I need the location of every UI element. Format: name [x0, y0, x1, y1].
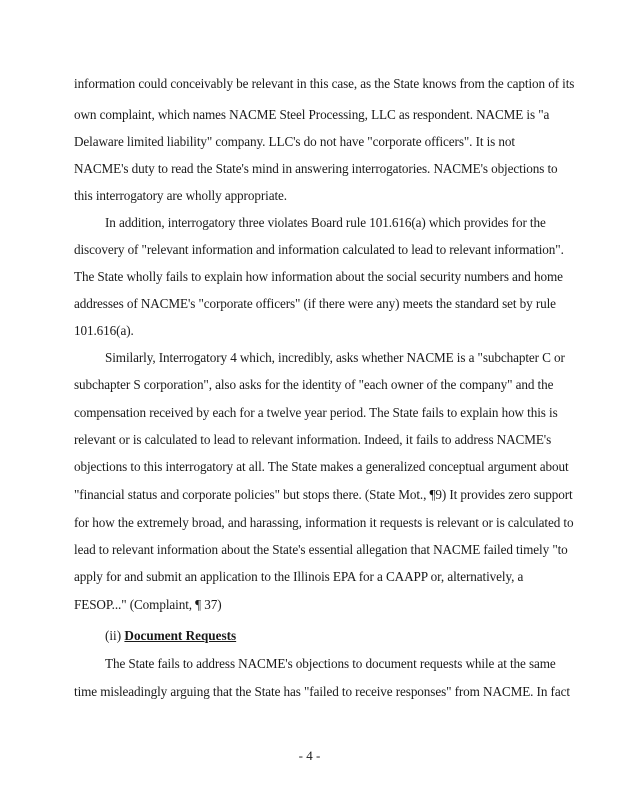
text-line: FESOP..." (Complaint, ¶ 37)	[74, 597, 222, 612]
text-line: time misleadingly arguing that the State has "failed to receive responses" from NACME. In fact	[74, 684, 570, 699]
text-line: Similarly, Interrogatory 4 which, incredibly, asks whether NACME is a "subchapter C or	[105, 350, 565, 365]
section-heading-title: Document Requests	[124, 628, 237, 643]
section-heading	[105, 628, 236, 644]
text-line: compensation received by each for a twelve year period. The State fails to explain how this is	[74, 405, 558, 420]
text-line: relevant or is calculated to lead to relevant information. Indeed, it fails to address NACME's	[74, 432, 552, 447]
text-line: In addition, interrogatory three violates Board rule 101.616(a) which provides for the	[105, 215, 546, 230]
text-line: Delaware limited liability" company. LLC's do not have "corporate officers". It is not	[74, 134, 515, 149]
text-line: NACME's duty to read the State's mind in answering interrogatories. NACME's objections to	[74, 161, 558, 176]
text-line: apply for and submit an application to the Illinois EPA for a CAAPP or, alternatively, a	[74, 569, 524, 584]
text-line: addresses of NACME's "corporate officers" (if there were any) meets the standard set by rule	[74, 296, 556, 311]
text-line: own complaint, which names NACME Steel Processing, LLC as respondent. NACME is "a	[74, 107, 550, 122]
text-line: 101.616(a).	[74, 323, 134, 338]
text-line: for how the extremely broad, and harassing, information it requests is relevant or is calculated to	[74, 515, 574, 530]
text-line: "financial status and corporate policies" but stops there. (State Mot., ¶9) It provides zero support	[74, 487, 573, 502]
text-line: information could conceivably be relevant in this case, as the State knows from the caption of its	[74, 76, 575, 91]
text-line: this interrogatory are wholly appropriate.	[74, 188, 287, 203]
text-line: The State fails to address NACME's objections to document requests while at the same	[105, 656, 556, 671]
text-line: objections to this interrogatory at all. The State makes a generalized conceptual argument about	[74, 459, 569, 474]
text-line: lead to relevant information about the State's essential allegation that NACME failed timely "to	[74, 542, 568, 557]
page-number: - 4 -	[298, 748, 321, 763]
text-line: The State wholly fails to explain how information about the social security numbers and home	[74, 269, 563, 284]
section-heading-number: (ii)	[105, 628, 122, 643]
text-line: discovery of "relevant information and information calculated to lead to relevant information".	[74, 242, 564, 257]
text-line: subchapter S corporation", also asks for the identity of "each owner of the company" and the	[74, 377, 554, 392]
